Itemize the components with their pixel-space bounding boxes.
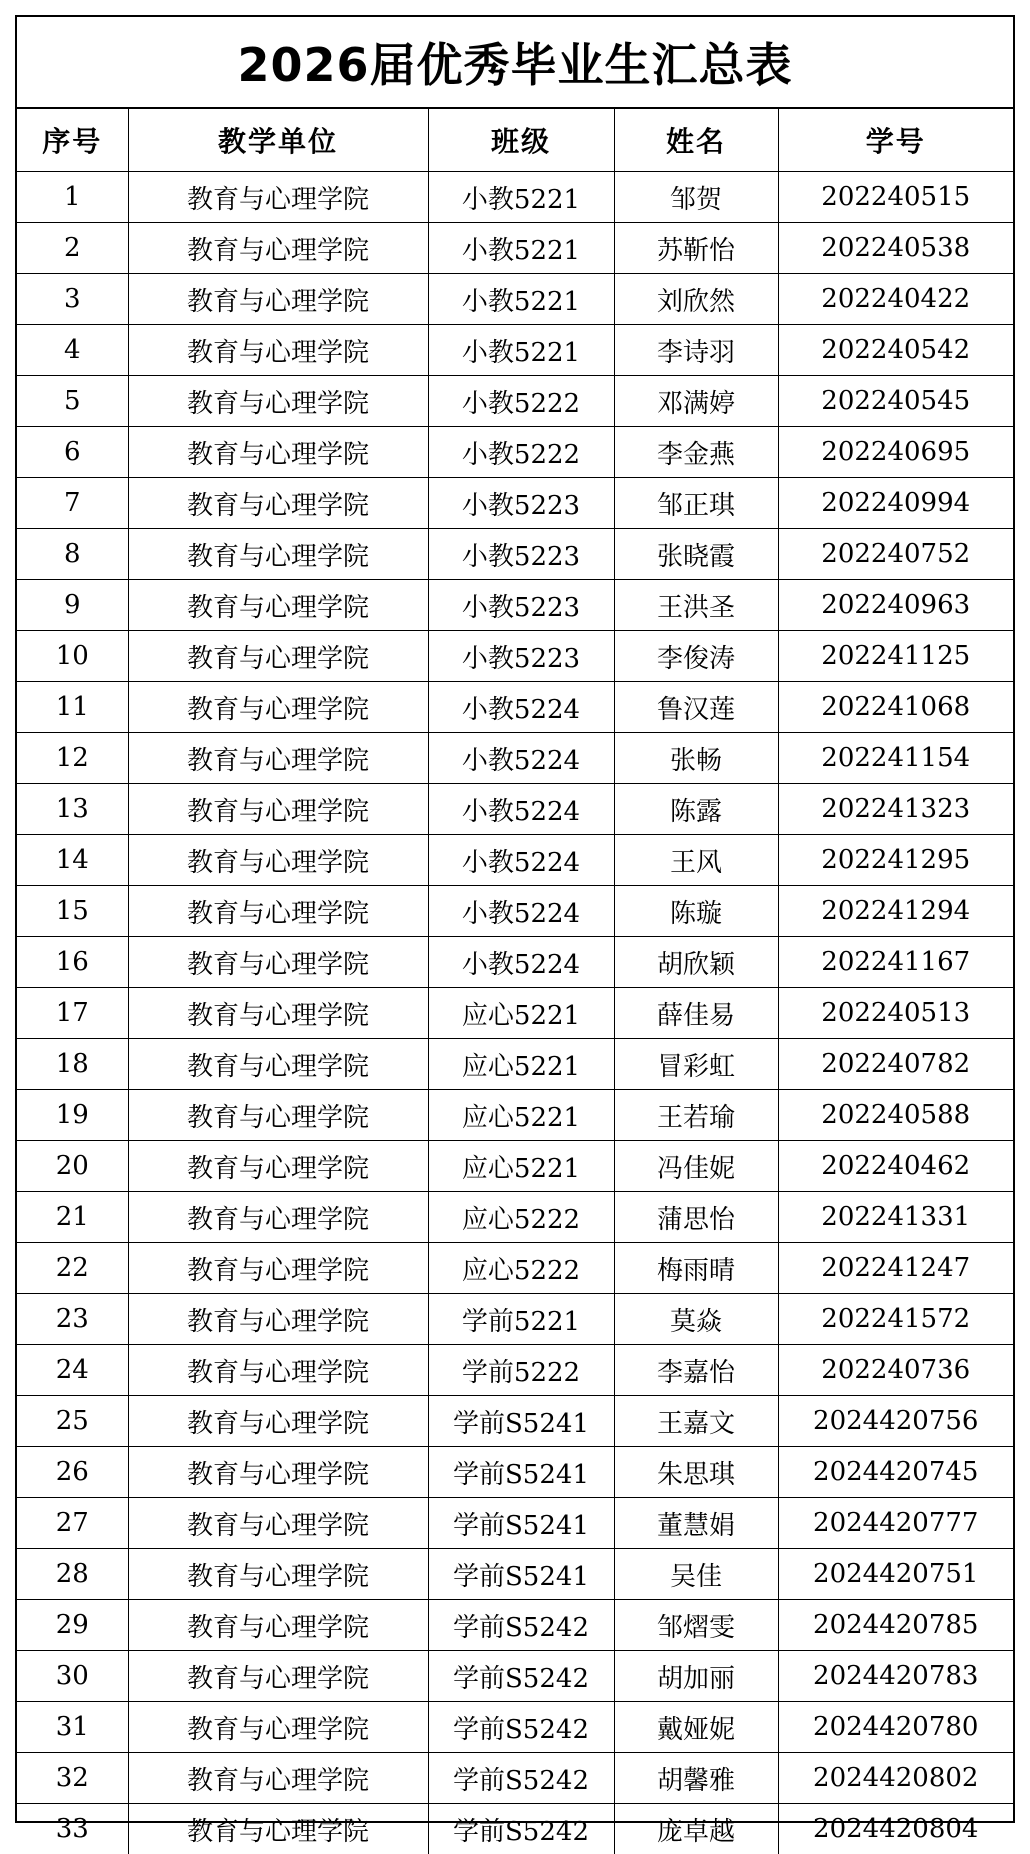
table-row xyxy=(17,223,1013,274)
table-row xyxy=(17,1753,1013,1804)
cell-index: 18 xyxy=(17,1039,128,1090)
cell-student-id: 202240462 xyxy=(778,1141,1013,1192)
cell-class: 学前S5242 xyxy=(428,1804,614,1854)
cell-unit: 教育与心理学院 xyxy=(128,784,428,835)
cell-student-id: 202241068 xyxy=(778,682,1013,733)
cell-class: 小教5224 xyxy=(428,886,614,937)
cell-name: 张晓霞 xyxy=(614,529,778,580)
cell-class: 学前S5242 xyxy=(428,1651,614,1702)
cell-class: 小教5224 xyxy=(428,784,614,835)
table-row xyxy=(17,1090,1013,1141)
cell-index: 27 xyxy=(17,1498,128,1549)
cell-name: 陈露 xyxy=(614,784,778,835)
cell-index: 1 xyxy=(17,172,128,223)
cell-unit: 教育与心理学院 xyxy=(128,937,428,988)
cell-student-id: 202241167 xyxy=(778,937,1013,988)
cell-class: 应心5221 xyxy=(428,988,614,1039)
cell-student-id: 202240695 xyxy=(778,427,1013,478)
table-row xyxy=(17,1141,1013,1192)
cell-class: 小教5221 xyxy=(428,325,614,376)
cell-name: 戴娅妮 xyxy=(614,1702,778,1753)
cell-unit: 教育与心理学院 xyxy=(128,1753,428,1804)
cell-class: 小教5224 xyxy=(428,937,614,988)
cell-name: 王嘉文 xyxy=(614,1396,778,1447)
cell-unit: 教育与心理学院 xyxy=(128,580,428,631)
table-row xyxy=(17,733,1013,784)
cell-name: 吴佳 xyxy=(614,1549,778,1600)
table-row xyxy=(17,1345,1013,1396)
cell-class: 小教5222 xyxy=(428,376,614,427)
cell-name: 薛佳易 xyxy=(614,988,778,1039)
cell-name: 邹贺 xyxy=(614,172,778,223)
cell-class: 学前S5241 xyxy=(428,1549,614,1600)
cell-index: 33 xyxy=(17,1804,128,1854)
cell-class: 学前S5242 xyxy=(428,1600,614,1651)
table-row xyxy=(17,1294,1013,1345)
cell-unit: 教育与心理学院 xyxy=(128,1345,428,1396)
cell-unit: 教育与心理学院 xyxy=(128,1396,428,1447)
cell-student-id: 202240588 xyxy=(778,1090,1013,1141)
cell-index: 9 xyxy=(17,580,128,631)
cell-class: 小教5223 xyxy=(428,478,614,529)
header-row xyxy=(17,109,1013,172)
cell-student-id: 202241154 xyxy=(778,733,1013,784)
cell-index: 22 xyxy=(17,1243,128,1294)
cell-index: 13 xyxy=(17,784,128,835)
cell-class: 学前S5242 xyxy=(428,1753,614,1804)
cell-student-id: 2024420783 xyxy=(778,1651,1013,1702)
cell-student-id: 202240542 xyxy=(778,325,1013,376)
cell-name: 刘欣然 xyxy=(614,274,778,325)
cell-class: 学前5221 xyxy=(428,1294,614,1345)
table-row xyxy=(17,1447,1013,1498)
table-body xyxy=(17,172,1013,1854)
cell-name: 鲁汉莲 xyxy=(614,682,778,733)
cell-class: 小教5224 xyxy=(428,682,614,733)
cell-class: 小教5224 xyxy=(428,835,614,886)
cell-name: 董慧娟 xyxy=(614,1498,778,1549)
cell-name: 蒲思怡 xyxy=(614,1192,778,1243)
table-title: 2026届优秀毕业生汇总表 xyxy=(17,17,1013,109)
cell-name: 胡欣颖 xyxy=(614,937,778,988)
cell-class: 应心5221 xyxy=(428,1039,614,1090)
cell-index: 11 xyxy=(17,682,128,733)
column-header-unit: 教学单位 xyxy=(128,109,428,172)
cell-class: 应心5222 xyxy=(428,1192,614,1243)
table-row xyxy=(17,529,1013,580)
table-row xyxy=(17,631,1013,682)
cell-student-id: 2024420756 xyxy=(778,1396,1013,1447)
cell-unit: 教育与心理学院 xyxy=(128,1294,428,1345)
cell-name: 冒彩虹 xyxy=(614,1039,778,1090)
cell-name: 胡馨雅 xyxy=(614,1753,778,1804)
cell-name: 朱思琪 xyxy=(614,1447,778,1498)
cell-student-id: 202240782 xyxy=(778,1039,1013,1090)
cell-name: 李金燕 xyxy=(614,427,778,478)
cell-unit: 教育与心理学院 xyxy=(128,376,428,427)
cell-unit: 教育与心理学院 xyxy=(128,1651,428,1702)
cell-name: 苏靳怡 xyxy=(614,223,778,274)
table-row xyxy=(17,1804,1013,1854)
table-row xyxy=(17,988,1013,1039)
cell-index: 12 xyxy=(17,733,128,784)
cell-index: 2 xyxy=(17,223,128,274)
column-header-student-id: 学号 xyxy=(778,109,1013,172)
graduates-table xyxy=(17,109,1013,1854)
table-row xyxy=(17,1243,1013,1294)
cell-student-id: 2024420785 xyxy=(778,1600,1013,1651)
cell-student-id: 2024420751 xyxy=(778,1549,1013,1600)
cell-student-id: 202241247 xyxy=(778,1243,1013,1294)
cell-class: 学前S5241 xyxy=(428,1498,614,1549)
table-row xyxy=(17,886,1013,937)
cell-index: 25 xyxy=(17,1396,128,1447)
cell-student-id: 202241323 xyxy=(778,784,1013,835)
cell-unit: 教育与心理学院 xyxy=(128,682,428,733)
cell-index: 8 xyxy=(17,529,128,580)
table-row xyxy=(17,835,1013,886)
cell-unit: 教育与心理学院 xyxy=(128,733,428,784)
cell-unit: 教育与心理学院 xyxy=(128,1549,428,1600)
cell-unit: 教育与心理学院 xyxy=(128,631,428,682)
cell-unit: 教育与心理学院 xyxy=(128,1090,428,1141)
cell-unit: 教育与心理学院 xyxy=(128,1702,428,1753)
cell-student-id: 202241295 xyxy=(778,835,1013,886)
cell-unit: 教育与心理学院 xyxy=(128,1498,428,1549)
table-row xyxy=(17,376,1013,427)
cell-index: 29 xyxy=(17,1600,128,1651)
cell-student-id: 2024420777 xyxy=(778,1498,1013,1549)
cell-index: 5 xyxy=(17,376,128,427)
cell-unit: 教育与心理学院 xyxy=(128,1600,428,1651)
cell-class: 小教5224 xyxy=(428,733,614,784)
cell-index: 28 xyxy=(17,1549,128,1600)
cell-unit: 教育与心理学院 xyxy=(128,1141,428,1192)
cell-class: 小教5223 xyxy=(428,631,614,682)
cell-name: 胡加丽 xyxy=(614,1651,778,1702)
table-row xyxy=(17,325,1013,376)
cell-unit: 教育与心理学院 xyxy=(128,1243,428,1294)
cell-class: 学前S5241 xyxy=(428,1447,614,1498)
cell-index: 10 xyxy=(17,631,128,682)
cell-student-id: 202241572 xyxy=(778,1294,1013,1345)
cell-unit: 教育与心理学院 xyxy=(128,1447,428,1498)
cell-index: 30 xyxy=(17,1651,128,1702)
cell-student-id: 202240963 xyxy=(778,580,1013,631)
cell-index: 15 xyxy=(17,886,128,937)
cell-class: 小教5223 xyxy=(428,529,614,580)
cell-student-id: 202240513 xyxy=(778,988,1013,1039)
table-row xyxy=(17,478,1013,529)
cell-unit: 教育与心理学院 xyxy=(128,988,428,1039)
cell-name: 李诗羽 xyxy=(614,325,778,376)
cell-index: 23 xyxy=(17,1294,128,1345)
cell-name: 陈璇 xyxy=(614,886,778,937)
table-row xyxy=(17,1192,1013,1243)
table-row xyxy=(17,580,1013,631)
cell-unit: 教育与心理学院 xyxy=(128,1039,428,1090)
cell-student-id: 202241331 xyxy=(778,1192,1013,1243)
cell-name: 王若瑜 xyxy=(614,1090,778,1141)
cell-student-id: 202240538 xyxy=(778,223,1013,274)
cell-student-id: 2024420804 xyxy=(778,1804,1013,1854)
table-row xyxy=(17,427,1013,478)
cell-name: 王洪圣 xyxy=(614,580,778,631)
cell-name: 莫焱 xyxy=(614,1294,778,1345)
table-row xyxy=(17,682,1013,733)
graduates-table-sheet xyxy=(15,15,1015,1823)
cell-name: 王风 xyxy=(614,835,778,886)
cell-unit: 教育与心理学院 xyxy=(128,835,428,886)
cell-student-id: 202240736 xyxy=(778,1345,1013,1396)
table-row xyxy=(17,1498,1013,1549)
cell-class: 学前S5242 xyxy=(428,1702,614,1753)
cell-index: 19 xyxy=(17,1090,128,1141)
cell-index: 4 xyxy=(17,325,128,376)
cell-index: 7 xyxy=(17,478,128,529)
cell-name: 张畅 xyxy=(614,733,778,784)
cell-unit: 教育与心理学院 xyxy=(128,274,428,325)
cell-unit: 教育与心理学院 xyxy=(128,1804,428,1854)
table-row xyxy=(17,1039,1013,1090)
cell-student-id: 2024420780 xyxy=(778,1702,1013,1753)
cell-unit: 教育与心理学院 xyxy=(128,478,428,529)
cell-student-id: 2024420802 xyxy=(778,1753,1013,1804)
table-row xyxy=(17,937,1013,988)
cell-name: 冯佳妮 xyxy=(614,1141,778,1192)
cell-class: 小教5221 xyxy=(428,274,614,325)
cell-student-id: 202240422 xyxy=(778,274,1013,325)
cell-student-id: 2024420745 xyxy=(778,1447,1013,1498)
cell-name: 庞卓越 xyxy=(614,1804,778,1854)
table-row xyxy=(17,274,1013,325)
cell-class: 应心5222 xyxy=(428,1243,614,1294)
cell-class: 应心5221 xyxy=(428,1090,614,1141)
table-row xyxy=(17,1396,1013,1447)
cell-unit: 教育与心理学院 xyxy=(128,325,428,376)
cell-index: 14 xyxy=(17,835,128,886)
cell-student-id: 202241125 xyxy=(778,631,1013,682)
cell-class: 应心5221 xyxy=(428,1141,614,1192)
column-header-class: 班级 xyxy=(428,109,614,172)
cell-index: 26 xyxy=(17,1447,128,1498)
cell-index: 20 xyxy=(17,1141,128,1192)
table-row xyxy=(17,1702,1013,1753)
cell-student-id: 202240994 xyxy=(778,478,1013,529)
cell-unit: 教育与心理学院 xyxy=(128,223,428,274)
table-row xyxy=(17,1600,1013,1651)
cell-index: 31 xyxy=(17,1702,128,1753)
cell-name: 梅雨晴 xyxy=(614,1243,778,1294)
cell-class: 小教5221 xyxy=(428,172,614,223)
cell-student-id: 202240515 xyxy=(778,172,1013,223)
column-header-index: 序号 xyxy=(17,109,128,172)
cell-index: 21 xyxy=(17,1192,128,1243)
cell-name: 李嘉怡 xyxy=(614,1345,778,1396)
cell-unit: 教育与心理学院 xyxy=(128,529,428,580)
cell-index: 3 xyxy=(17,274,128,325)
cell-student-id: 202240545 xyxy=(778,376,1013,427)
table-row xyxy=(17,1549,1013,1600)
cell-name: 李俊涛 xyxy=(614,631,778,682)
cell-unit: 教育与心理学院 xyxy=(128,172,428,223)
cell-name: 邹熠雯 xyxy=(614,1600,778,1651)
cell-class: 学前5222 xyxy=(428,1345,614,1396)
cell-class: 学前S5241 xyxy=(428,1396,614,1447)
column-header-name: 姓名 xyxy=(614,109,778,172)
cell-class: 小教5223 xyxy=(428,580,614,631)
cell-class: 小教5222 xyxy=(428,427,614,478)
cell-student-id: 202240752 xyxy=(778,529,1013,580)
cell-unit: 教育与心理学院 xyxy=(128,886,428,937)
cell-student-id: 202241294 xyxy=(778,886,1013,937)
cell-index: 24 xyxy=(17,1345,128,1396)
cell-unit: 教育与心理学院 xyxy=(128,1192,428,1243)
cell-index: 17 xyxy=(17,988,128,1039)
cell-index: 16 xyxy=(17,937,128,988)
table-row xyxy=(17,784,1013,835)
cell-unit: 教育与心理学院 xyxy=(128,427,428,478)
table-row xyxy=(17,1651,1013,1702)
cell-name: 邹正琪 xyxy=(614,478,778,529)
cell-index: 32 xyxy=(17,1753,128,1804)
table-row xyxy=(17,172,1013,223)
cell-class: 小教5221 xyxy=(428,223,614,274)
cell-index: 6 xyxy=(17,427,128,478)
cell-name: 邓满婷 xyxy=(614,376,778,427)
